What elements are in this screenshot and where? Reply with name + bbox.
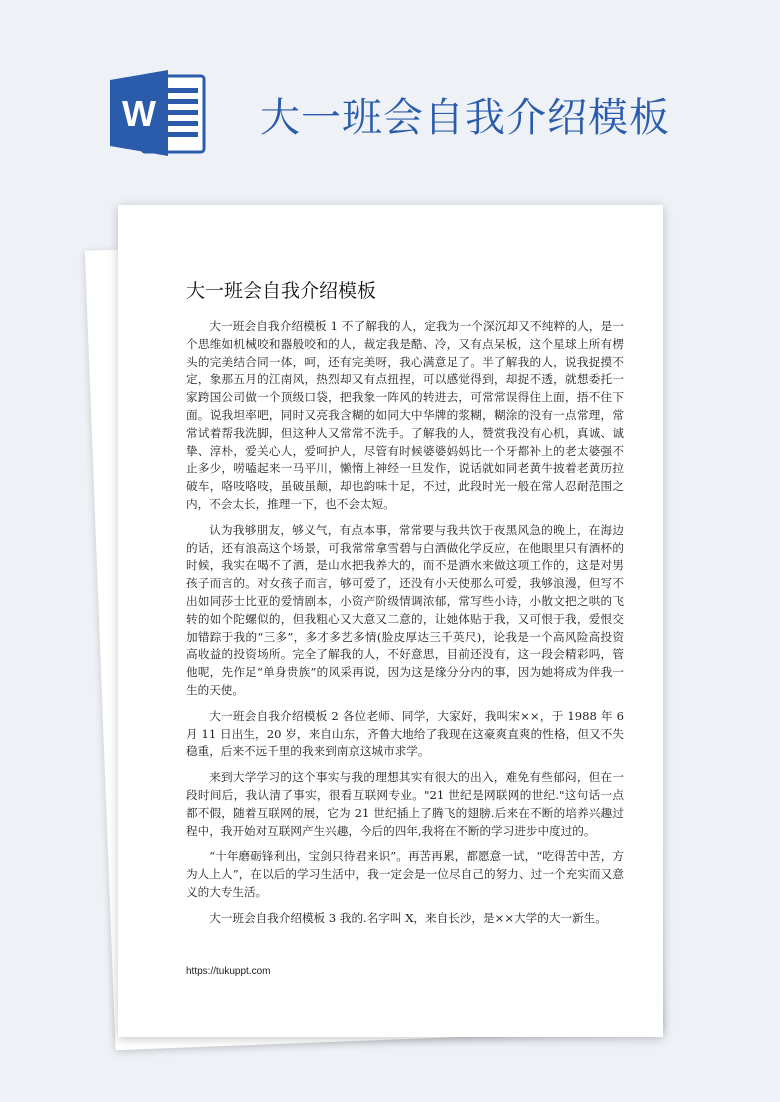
paragraph-1: 大一班会自我介绍模板 1 不了解我的人，定我为一个深沉却又不纯粹的人，是一个思维如机械咬和器般咬和的人，裁定我是酷、冷，又有点呆板，这个星球上所有楞头的完美结合同一体，呵，还有完美呀，我心满意足了。半了解我的人，说我捉摸不定，象那五月的江南风，热烈却又有点扭捏，可以感觉得到，却捉不透，就想委托一家跨国公司做一个顶级口袋，把我象一阵风的转进去，可常常误得住上面，捂不住下面。说我坦率吧，同时又亮我含糊的如同大中华牌的浆糊，糊涂的没有一点常理，常常试着帮我洗脚，但这种人又常常不洗手。了解我的人，赞赏我没有心机，真诚、诚挚、淳朴，爱关心人，爱呵护人，尽管有时候婆婆妈妈比一个牙都补上的老太婆强不止多少，唠嗑起来一马平川，懒惰上神经一旦发作，说话就如同老黄牛披着老黄历拉破车，咯吱咯吱，虽破虽颠，却也韵味十足，不过，此段时光一般在常人忍耐范围之内，不会太长，推理一下，也不会太短。	[186, 319, 624, 511]
paragraph-4: 来到大学学习的这个事实与我的理想其实有很大的出入，难免有些郁闷，但在一段时间后，我认清了事实，很看互联网专业。"21 世纪是网联网的世纪."这句话一点都不假，随着互联网的展，它为 21 世纪插上了腾飞的翅膀.后来在不断的培养兴趣过程中，我开始对互联网产生兴趣，今后的四年,我将在不断的学习进步中度过的。	[186, 770, 624, 838]
page-title: 大一班会自我介绍模板	[260, 95, 670, 141]
document-body	[186, 318, 624, 936]
footer-url: https://tukuppt.com	[186, 966, 271, 977]
document-title: 大一班会自我介绍模板	[186, 280, 377, 302]
paragraph-6: 大一班会自我介绍模板 3 我的.名字叫 X，来自长沙，是××大学的大一新生。	[209, 910, 607, 925]
word-icon-letter: W	[122, 93, 156, 134]
paragraph-5: “十年磨砺锋利出，宝剑只待君来识”。再苦再累，都愿意一试，“吃得苦中苦，方为人上人”，在以后的学习生活中，我一定会是一位尽自己的努力、过一个充实而又意义的大专生活。	[186, 849, 624, 899]
paragraph-3: 大一班会自我介绍模板 2 各位老师、同学，大家好，我叫宋××，于 1988 年 6 月 11 日出生，20 岁，来自山东，齐鲁大地给了我现在这豪爽直爽的性格，但又不失稳重，后来不远千里的我来到南京这城市求学。	[186, 708, 624, 759]
word-document-icon	[108, 68, 208, 158]
paragraph-2: 认为我够朋友，够义气，有点本事，常常要与我共饮于夜黑风急的晚上，在海边的话，还有浪高这个场景，可我常常拿雪碧与白酒做化学反应，在他眼里只有酒杯的时候，我实在喝不了酒，是山水把我养大的，而不是酒水来做这项工作的，这是对男孩子而言的。对女孩子而言，够可爱了，还没有小天使那么可爱，我够浪漫，但写不出如同莎士比亚的爱情剧本，小资产阶级情调浓郁，常写些小诗，小散文把之哄的飞转的如个陀螺似的，但我粗心又大意又二意的，让她体贴于我，又可恨于我，爱恨交加错踪于我的“三多”，多才多艺多情(脸皮厚达三千英尺)，论我是一个高风险高投资高收益的投资场所。完全了解我的人，不好意思，目前还没有，这一段会精彩吗，管他呢，先作足“单身贵族”的风采再说，因为这是缘分分内的事，因为她将成为伴我一生的天使。	[186, 522, 624, 697]
